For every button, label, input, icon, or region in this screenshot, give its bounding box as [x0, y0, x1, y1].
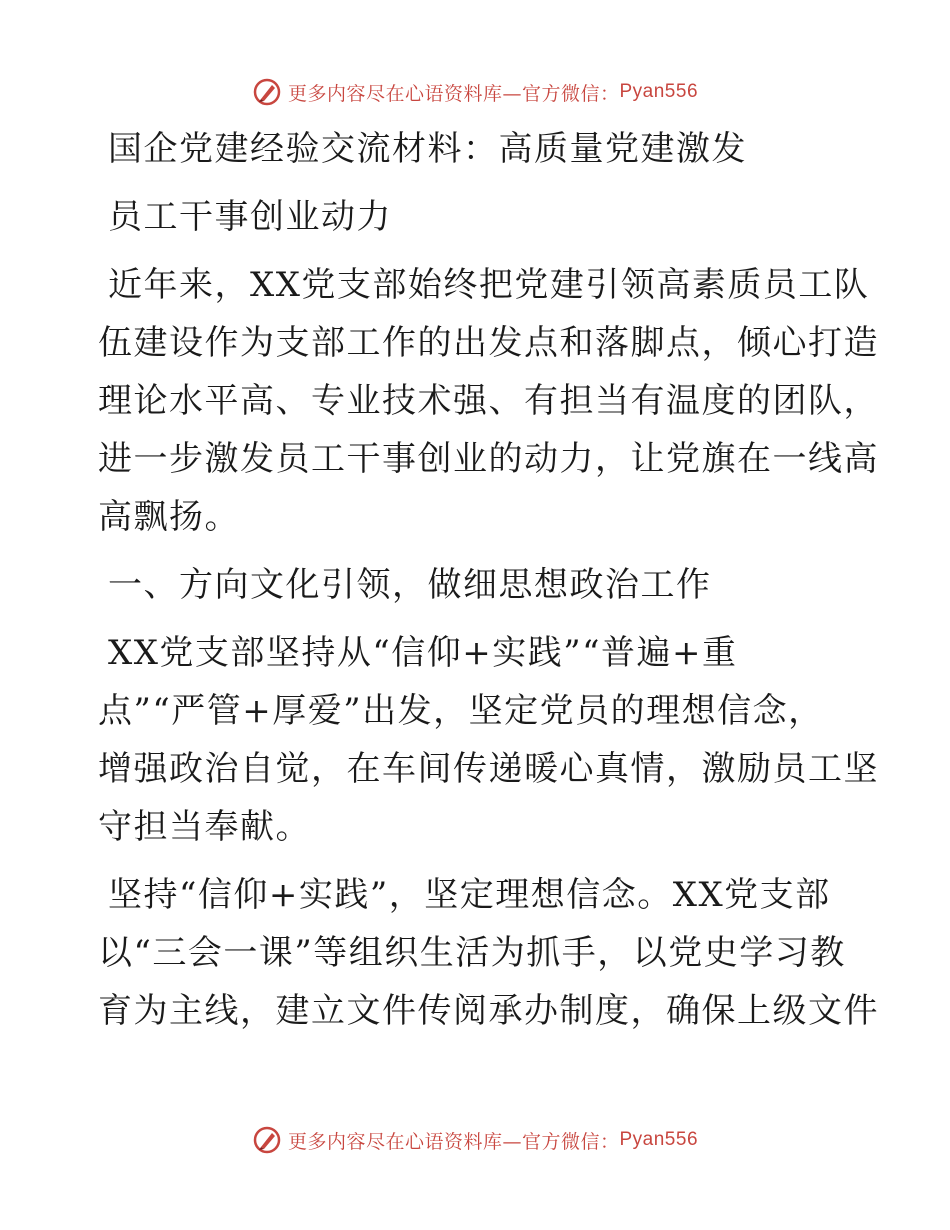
intro-line-1: 近年来，XX党支部始终把党建引领高素质员工队 [108, 265, 870, 305]
watermark-text: 更多内容尽在心语资料库—官方微信： [287, 1130, 620, 1153]
pen-logo-icon [252, 1125, 282, 1155]
intro-line-2: 伍建设作为支部工作的出发点和落脚点，倾心打造 [98, 323, 879, 363]
document-title-line-1: 国企党建经验交流材料：高质量党建激发 [108, 129, 747, 169]
intro-line-3: 理论水平高、专业技术强、有担当有温度的团队， [98, 381, 879, 421]
section1-line-4: 守担当奉献。 [98, 807, 311, 847]
pen-logo-icon [252, 77, 282, 107]
document-body [98, 120, 879, 1040]
para2-line-2: 以“三会一课”等组织生活为抓手，以党史学习教 [98, 933, 846, 973]
watermark-text: 更多内容尽在心语资料库—官方微信： [287, 82, 620, 105]
watermark-header [0, 72, 950, 112]
para2-line-1: 坚持“信仰+实践”，坚定理想信念。XX党支部 [108, 875, 831, 915]
intro-line-5: 高飘扬。 [98, 497, 240, 537]
para2-line-3: 育为主线，建立文件传阅承办制度，确保上级文件 [98, 991, 879, 1031]
watermark-footer [0, 1120, 950, 1160]
section1-line-3: 增强政治自觉，在车间传递暖心真情，激励员工坚 [98, 749, 879, 789]
section1-line-1: XX党支部坚持从“信仰+实践”“普遍+重 [108, 633, 738, 673]
intro-line-4: 进一步激发员工干事创业的动力，让党旗在一线高 [98, 439, 879, 479]
watermark-wechat-id: Pyan556 [619, 81, 699, 102]
section1-line-2: 点”“严管+厚爱”出发，坚定党员的理想信念， [98, 691, 824, 731]
document-title-line-2: 员工干事创业动力 [108, 197, 392, 237]
watermark-wechat-id: Pyan556 [619, 1129, 699, 1150]
section-heading-1: 一、方向文化引领，做细思想政治工作 [108, 565, 712, 605]
